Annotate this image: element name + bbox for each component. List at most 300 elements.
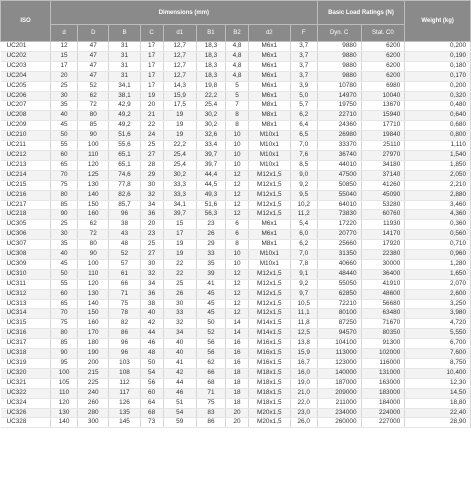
- cell-d: 60: [51, 289, 78, 299]
- cell-d2: M18x1,5: [248, 398, 290, 408]
- cell-B: 31: [109, 61, 140, 71]
- cell-B1: 33,4: [196, 141, 225, 151]
- table-row: [1, 180, 471, 190]
- cell-B: 117: [109, 388, 140, 398]
- cell-F: 23,0: [290, 408, 317, 418]
- cell-iso: UC205: [1, 81, 51, 91]
- cell-d: 12: [51, 42, 78, 52]
- cell-iso: UC318: [1, 349, 51, 359]
- cell-F: 11,8: [290, 319, 317, 329]
- cell-C: 44: [140, 329, 163, 339]
- cell-B: 38,1: [109, 91, 140, 101]
- table-row: [1, 160, 471, 170]
- cell-d: 80: [51, 190, 78, 200]
- table-row: [1, 61, 471, 71]
- cell-d2: M12x1,5: [248, 200, 290, 210]
- cell-d1: 22: [163, 269, 196, 279]
- cell-d1: 59: [163, 418, 196, 428]
- cell-C: 27: [140, 250, 163, 260]
- cell-B: 103: [109, 359, 140, 369]
- table-row: [1, 289, 471, 299]
- cell-F: 7,0: [290, 250, 317, 260]
- cell-iso: UC208: [1, 111, 51, 121]
- cell-stat-c0: 45090: [361, 190, 405, 200]
- cell-d: 25: [51, 220, 78, 230]
- cell-d: 60: [51, 150, 78, 160]
- cell-d1: 12,7: [163, 51, 196, 61]
- cell-d1: 25,4: [163, 160, 196, 170]
- cell-D: 130: [78, 289, 109, 299]
- cell-d1: 30,2: [163, 170, 196, 180]
- cell-D: 47: [78, 61, 109, 71]
- cell-d1: 40: [163, 349, 196, 359]
- cell-weight: 0,800: [405, 131, 471, 141]
- cell-iso: UC202: [1, 51, 51, 61]
- cell-d2: M6x1: [248, 71, 290, 81]
- cell-dyn-c: 104100: [317, 339, 361, 349]
- cell-B1: 45: [196, 289, 225, 299]
- cell-dyn-c: 87250: [317, 319, 361, 329]
- cell-d: 105: [51, 378, 78, 388]
- cell-B1: 41: [196, 279, 225, 289]
- cell-d: 85: [51, 200, 78, 210]
- table-row: [1, 388, 471, 398]
- cell-B1: 62: [196, 359, 225, 369]
- cell-d: 70: [51, 309, 78, 319]
- cell-dyn-c: 234000: [317, 408, 361, 418]
- cell-iso: UC209: [1, 121, 51, 131]
- cell-B1: 22,2: [196, 91, 225, 101]
- cell-dyn-c: 94570: [317, 329, 361, 339]
- cell-d: 50: [51, 131, 78, 141]
- cell-weight: 2,210: [405, 180, 471, 190]
- cell-iso: UC314: [1, 309, 51, 319]
- cell-F: 7,6: [290, 150, 317, 160]
- col-d2: d2: [248, 25, 290, 42]
- cell-C: 25: [140, 141, 163, 151]
- table-row: [1, 190, 471, 200]
- cell-B: 78: [109, 309, 140, 319]
- cell-F: 13,8: [290, 339, 317, 349]
- cell-stat-c0: 36400: [361, 269, 405, 279]
- cell-D: 300: [78, 418, 109, 428]
- cell-weight: 1,280: [405, 259, 471, 269]
- col-C: C: [140, 25, 163, 42]
- cell-iso: UC310: [1, 269, 51, 279]
- cell-d1: 33,3: [163, 180, 196, 190]
- cell-B2: 20: [226, 408, 249, 418]
- cell-d: 90: [51, 210, 78, 220]
- cell-d1: 22,2: [163, 141, 196, 151]
- cell-d2: M14x1,5: [248, 319, 290, 329]
- cell-d1: 39,7: [163, 210, 196, 220]
- cell-B1: 18,3: [196, 61, 225, 71]
- cell-stat-c0: 14170: [361, 230, 405, 240]
- cell-iso: UC203: [1, 61, 51, 71]
- table-row: [1, 250, 471, 260]
- cell-iso: UC312: [1, 289, 51, 299]
- cell-d1: 30: [163, 299, 196, 309]
- cell-B1: 39: [196, 269, 225, 279]
- cell-iso: UC218: [1, 210, 51, 220]
- cell-d1: 12,7: [163, 42, 196, 52]
- cell-F: 16,0: [290, 368, 317, 378]
- cell-weight: 1,110: [405, 141, 471, 151]
- cell-B1: 56,3: [196, 210, 225, 220]
- cell-d: 90: [51, 349, 78, 359]
- cell-d2: M18x1,5: [248, 378, 290, 388]
- cell-d1: 17: [163, 230, 196, 240]
- cell-F: 3,7: [290, 61, 317, 71]
- cell-dyn-c: 9880: [317, 42, 361, 52]
- cell-dyn-c: 187000: [317, 378, 361, 388]
- cell-B2: 18: [226, 388, 249, 398]
- cell-d2: M18x1,5: [248, 388, 290, 398]
- cell-stat-c0: 41260: [361, 180, 405, 190]
- cell-dyn-c: 10780: [317, 81, 361, 91]
- cell-stat-c0: 184000: [361, 398, 405, 408]
- cell-weight: 1,850: [405, 160, 471, 170]
- cell-F: 19,0: [290, 378, 317, 388]
- cell-B1: 51,6: [196, 200, 225, 210]
- cell-F: 8,5: [290, 160, 317, 170]
- header-load-ratings: Basic Load Ratings (N): [317, 1, 405, 25]
- table-row: [1, 81, 471, 91]
- cell-B: 31: [109, 51, 140, 61]
- cell-B2: 16: [226, 349, 249, 359]
- cell-d2: M12x1,5: [248, 299, 290, 309]
- cell-iso: UC211: [1, 141, 51, 151]
- cell-B: 85,7: [109, 200, 140, 210]
- cell-stat-c0: 15940: [361, 111, 405, 121]
- cell-weight: 0,360: [405, 220, 471, 230]
- col-D: D: [78, 25, 109, 42]
- cell-B: 75: [109, 299, 140, 309]
- cell-d: 15: [51, 51, 78, 61]
- cell-dyn-c: 24360: [317, 121, 361, 131]
- cell-d: 30: [51, 91, 78, 101]
- cell-dyn-c: 209000: [317, 388, 361, 398]
- cell-B2: 10: [226, 141, 249, 151]
- cell-d: 130: [51, 408, 78, 418]
- cell-C: 48: [140, 349, 163, 359]
- cell-d: 85: [51, 339, 78, 349]
- cell-D: 90: [78, 131, 109, 141]
- cell-D: 62: [78, 220, 109, 230]
- table-row: [1, 91, 471, 101]
- cell-F: 3,7: [290, 51, 317, 61]
- cell-d2: M10x1: [248, 141, 290, 151]
- cell-weight: 2,070: [405, 279, 471, 289]
- cell-iso: UC214: [1, 170, 51, 180]
- col-d1: d1: [163, 25, 196, 42]
- table-row: [1, 299, 471, 309]
- cell-B1: 83: [196, 408, 225, 418]
- cell-dyn-c: 26980: [317, 131, 361, 141]
- col-d: d: [51, 25, 78, 42]
- cell-F: 9,2: [290, 180, 317, 190]
- cell-dyn-c: 31350: [317, 250, 361, 260]
- cell-B: 49,2: [109, 121, 140, 131]
- cell-stat-c0: 6200: [361, 61, 405, 71]
- cell-dyn-c: 113000: [317, 349, 361, 359]
- table-row: [1, 378, 471, 388]
- cell-d: 95: [51, 359, 78, 369]
- cell-stat-c0: 13670: [361, 101, 405, 111]
- cell-B2: 10: [226, 131, 249, 141]
- cell-dyn-c: 9880: [317, 71, 361, 81]
- cell-F: 22,0: [290, 398, 317, 408]
- cell-F: 7,8: [290, 259, 317, 269]
- cell-dyn-c: 80100: [317, 309, 361, 319]
- cell-C: 50: [140, 359, 163, 369]
- cell-d1: 25: [163, 279, 196, 289]
- cell-B1: 49,3: [196, 190, 225, 200]
- cell-B2: 8: [226, 240, 249, 250]
- cell-d: 75: [51, 319, 78, 329]
- table-row: [1, 200, 471, 210]
- cell-B1: 68: [196, 378, 225, 388]
- cell-d2: M6x1: [248, 42, 290, 52]
- cell-d2: M8x1: [248, 121, 290, 131]
- cell-d: 75: [51, 180, 78, 190]
- cell-d: 45: [51, 259, 78, 269]
- table-row: [1, 71, 471, 81]
- cell-B1: 45: [196, 309, 225, 319]
- cell-stat-c0: 6980: [361, 81, 405, 91]
- cell-B: 71: [109, 289, 140, 299]
- cell-D: 120: [78, 160, 109, 170]
- cell-B1: 33: [196, 250, 225, 260]
- cell-stat-c0: 22380: [361, 250, 405, 260]
- cell-B2: 14: [226, 329, 249, 339]
- table-row: [1, 269, 471, 279]
- cell-B2: 4,8: [226, 42, 249, 52]
- cell-dyn-c: 62850: [317, 289, 361, 299]
- cell-B: 145: [109, 418, 140, 428]
- cell-B2: 5: [226, 91, 249, 101]
- cell-C: 29: [140, 170, 163, 180]
- cell-weight: 2,880: [405, 190, 471, 200]
- cell-C: 32: [140, 190, 163, 200]
- cell-D: 120: [78, 279, 109, 289]
- cell-B: 96: [109, 210, 140, 220]
- cell-dyn-c: 40660: [317, 259, 361, 269]
- cell-B: 31: [109, 71, 140, 81]
- cell-C: 30: [140, 259, 163, 269]
- cell-d2: M12x1,5: [248, 289, 290, 299]
- cell-stat-c0: 6200: [361, 42, 405, 52]
- cell-stat-c0: 53280: [361, 200, 405, 210]
- cell-stat-c0: 11930: [361, 220, 405, 230]
- cell-B1: 66: [196, 368, 225, 378]
- cell-stat-c0: 6200: [361, 71, 405, 81]
- col-B: B: [109, 25, 140, 42]
- cell-iso: UC326: [1, 408, 51, 418]
- cell-d2: M16x1,5: [248, 349, 290, 359]
- cell-B2: 7: [226, 101, 249, 111]
- cell-d: 30: [51, 230, 78, 240]
- cell-iso: UC316: [1, 329, 51, 339]
- cell-B1: 39,7: [196, 160, 225, 170]
- cell-d: 80: [51, 329, 78, 339]
- cell-d: 110: [51, 388, 78, 398]
- cell-stat-c0: 6200: [361, 51, 405, 61]
- cell-d: 65: [51, 299, 78, 309]
- cell-D: 100: [78, 141, 109, 151]
- cell-C: 28: [140, 160, 163, 170]
- cell-stat-c0: 56680: [361, 299, 405, 309]
- cell-B2: 12: [226, 269, 249, 279]
- cell-B: 31: [109, 42, 140, 52]
- cell-B1: 56: [196, 339, 225, 349]
- cell-B2: 18: [226, 368, 249, 378]
- cell-weight: 18,80: [405, 398, 471, 408]
- cell-d: 120: [51, 398, 78, 408]
- cell-weight: 0,710: [405, 240, 471, 250]
- header-weight: Weight (kg): [405, 1, 471, 42]
- cell-stat-c0: 116000: [361, 359, 405, 369]
- cell-stat-c0: 37140: [361, 170, 405, 180]
- cell-d1: 17,5: [163, 101, 196, 111]
- cell-d2: M10x1: [248, 131, 290, 141]
- cell-D: 85: [78, 121, 109, 131]
- cell-B2: 8: [226, 121, 249, 131]
- cell-B1: 18,3: [196, 42, 225, 52]
- cell-dyn-c: 19750: [317, 101, 361, 111]
- cell-D: 180: [78, 339, 109, 349]
- cell-stat-c0: 163000: [361, 378, 405, 388]
- cell-D: 110: [78, 150, 109, 160]
- cell-B1: 50: [196, 319, 225, 329]
- cell-dyn-c: 44010: [317, 160, 361, 170]
- cell-B2: 14: [226, 319, 249, 329]
- cell-F: 9,2: [290, 279, 317, 289]
- cell-iso: UC328: [1, 418, 51, 428]
- cell-weight: 0,190: [405, 51, 471, 61]
- cell-d2: M16x1,5: [248, 339, 290, 349]
- cell-weight: 1,540: [405, 150, 471, 160]
- table-row: [1, 220, 471, 230]
- cell-weight: 0,180: [405, 61, 471, 71]
- cell-d: 35: [51, 101, 78, 111]
- cell-d: 70: [51, 170, 78, 180]
- cell-dyn-c: 50850: [317, 180, 361, 190]
- cell-D: 200: [78, 359, 109, 369]
- cell-d2: M14x1,5: [248, 329, 290, 339]
- cell-weight: 0,680: [405, 121, 471, 131]
- cell-d1: 15: [163, 220, 196, 230]
- cell-stat-c0: 27970: [361, 150, 405, 160]
- cell-iso: UC206: [1, 91, 51, 101]
- cell-B: 66: [109, 279, 140, 289]
- cell-C: 32: [140, 269, 163, 279]
- cell-weight: 3,980: [405, 309, 471, 319]
- cell-d2: M16x1,5: [248, 359, 290, 369]
- cell-dyn-c: 47500: [317, 170, 361, 180]
- cell-F: 15,9: [290, 349, 317, 359]
- cell-B2: 12: [226, 289, 249, 299]
- cell-weight: 0,640: [405, 111, 471, 121]
- cell-F: 26,0: [290, 418, 317, 428]
- cell-iso: UC317: [1, 339, 51, 349]
- cell-d2: M6x1: [248, 81, 290, 91]
- cell-dyn-c: 72210: [317, 299, 361, 309]
- cell-B2: 18: [226, 398, 249, 408]
- cell-d1: 42: [163, 368, 196, 378]
- cell-d1: 19: [163, 250, 196, 260]
- cell-C: 36: [140, 289, 163, 299]
- cell-D: 215: [78, 368, 109, 378]
- cell-stat-c0: 19840: [361, 131, 405, 141]
- cell-B: 86: [109, 329, 140, 339]
- cell-d: 40: [51, 111, 78, 121]
- cell-dyn-c: 55050: [317, 279, 361, 289]
- cell-iso: UC216: [1, 190, 51, 200]
- cell-B1: 19,8: [196, 81, 225, 91]
- cell-D: 90: [78, 250, 109, 260]
- cell-D: 130: [78, 180, 109, 190]
- cell-F: 5,7: [290, 101, 317, 111]
- cell-B2: 4,8: [226, 61, 249, 71]
- cell-iso: UC313: [1, 299, 51, 309]
- table-row: [1, 408, 471, 418]
- cell-D: 47: [78, 51, 109, 61]
- cell-F: 9,1: [290, 269, 317, 279]
- table-row: [1, 339, 471, 349]
- col-B2: B2: [226, 25, 249, 42]
- cell-D: 47: [78, 71, 109, 81]
- cell-weight: 0,200: [405, 81, 471, 91]
- cell-B1: 39,7: [196, 150, 225, 160]
- cell-B2: 12: [226, 170, 249, 180]
- cell-dyn-c: 33370: [317, 141, 361, 151]
- cell-dyn-c: 14970: [317, 91, 361, 101]
- header-iso: ISO: [1, 1, 51, 42]
- cell-d1: 33,3: [163, 190, 196, 200]
- cell-B1: 44,4: [196, 170, 225, 180]
- cell-D: 110: [78, 269, 109, 279]
- table-row: [1, 111, 471, 121]
- cell-d1: 34,1: [163, 200, 196, 210]
- cell-d: 140: [51, 418, 78, 428]
- cell-d2: M12x1,5: [248, 190, 290, 200]
- cell-d1: 34: [163, 329, 196, 339]
- cell-F: 16,7: [290, 359, 317, 369]
- cell-d1: 19: [163, 111, 196, 121]
- cell-C: 40: [140, 309, 163, 319]
- cell-iso: UC321: [1, 378, 51, 388]
- cell-D: 260: [78, 398, 109, 408]
- cell-stat-c0: 10040: [361, 91, 405, 101]
- cell-C: 30: [140, 180, 163, 190]
- cell-C: 60: [140, 388, 163, 398]
- cell-weight: 22,40: [405, 408, 471, 418]
- cell-C: 68: [140, 408, 163, 418]
- cell-d1: 19: [163, 131, 196, 141]
- cell-weight: 10,400: [405, 368, 471, 378]
- col-F: F: [290, 25, 317, 42]
- table-row: [1, 230, 471, 240]
- table-row: [1, 259, 471, 269]
- cell-D: 240: [78, 388, 109, 398]
- cell-B2: 10: [226, 259, 249, 269]
- cell-C: 20: [140, 101, 163, 111]
- cell-weight: 3,460: [405, 200, 471, 210]
- cell-C: 17: [140, 61, 163, 71]
- cell-C: 27: [140, 150, 163, 160]
- table-row: [1, 42, 471, 52]
